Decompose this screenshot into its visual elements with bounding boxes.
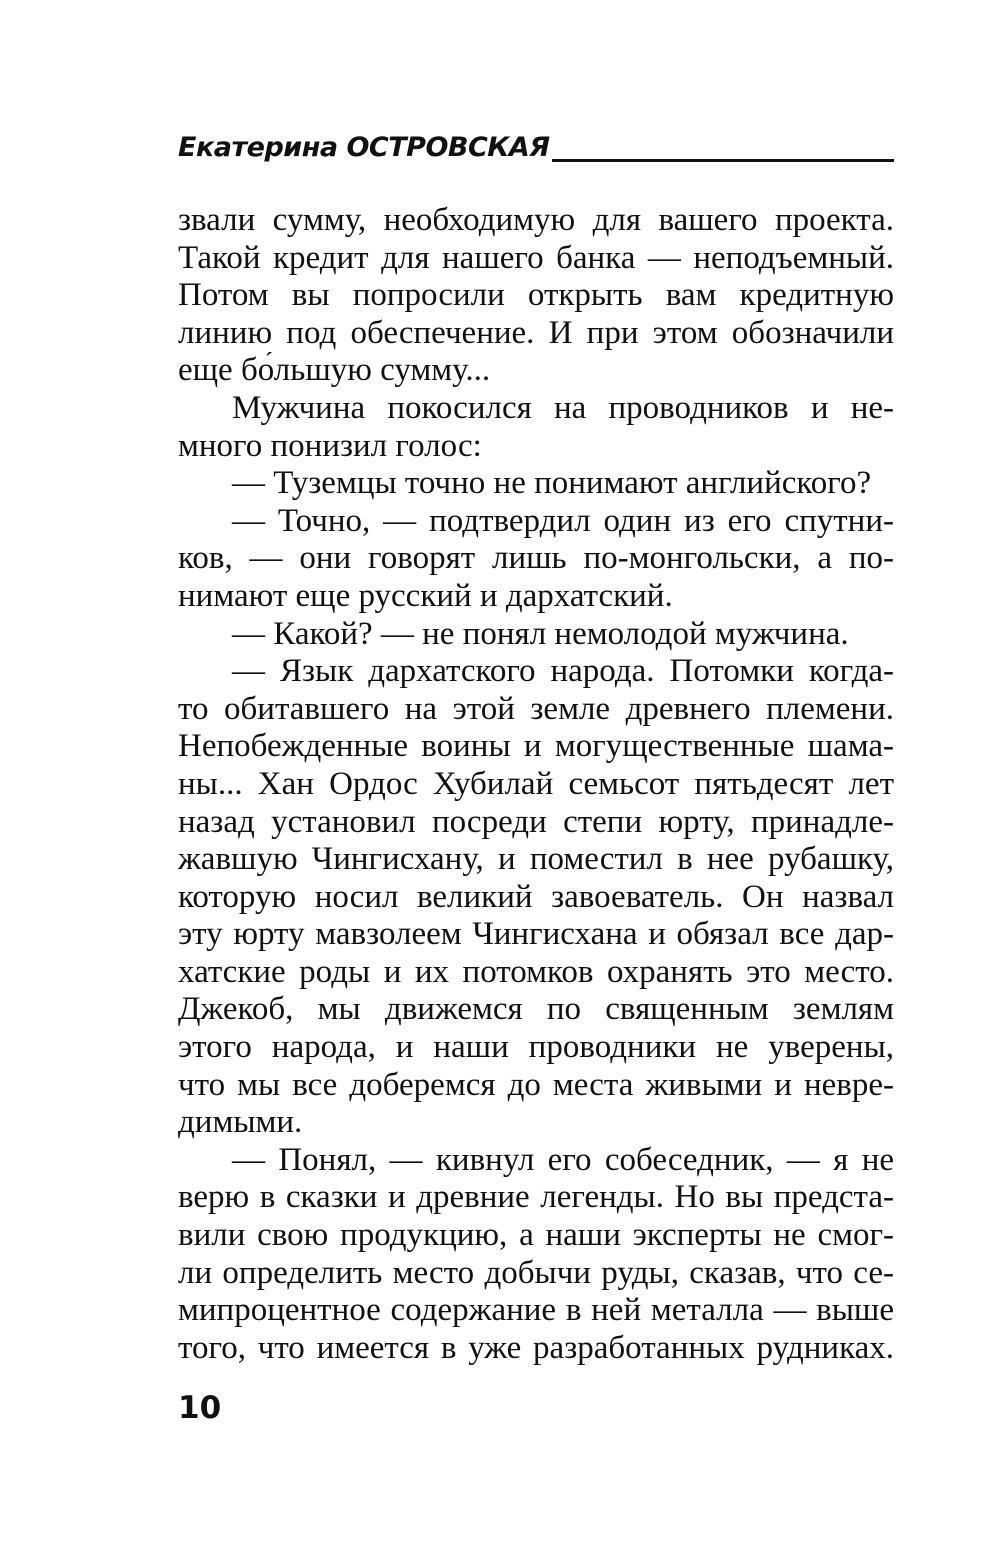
text-line: ли определить место добычи руды, сказав, что се- [178, 1254, 894, 1291]
text-line: ков, — они говорят лишь по-монгольски, а по- [178, 540, 894, 577]
text-line: верю в сказки и древние легенды. Но вы предста- [178, 1179, 894, 1216]
text-line: Мужчина покосился на проводников и не- [232, 389, 894, 426]
text-line: жавшую Чингисхану, и поместил в нее рубашку, [178, 841, 894, 878]
author-name: Екатерина ОСТРОВСКАЯ [178, 132, 550, 163]
text-line: этого народа, и наши проводники не уверены, [178, 1029, 894, 1066]
text-line: много понизил голос: [178, 427, 482, 464]
text-line: ны... Хан Ордос Хубилай семьсот пятьдесят лет [178, 765, 894, 802]
text-line: эту юрту мавзолеем Чингисхана и обязал все дар- [178, 916, 894, 953]
text-line: Джекоб, мы движемся по священным землям [178, 991, 894, 1028]
text-line: звали сумму, необходимую для вашего проекта. [178, 202, 894, 238]
text-line: — Понял, — кивнул его собеседник, — я не [232, 1141, 894, 1178]
text-line: нимают еще русский и дархатский. [178, 577, 673, 614]
text-line: димыми. [178, 1104, 303, 1141]
text-line: линию под обеспечение. И при этом обозначили [178, 314, 894, 351]
text-line: еще бо́льшую сумму... [178, 352, 491, 389]
text-line: — Какой? — не понял немолодой мужчина. [232, 615, 849, 652]
text-line: — Язык дархатского народа. Потомки когда- [232, 653, 894, 690]
text-line: мипроцентное содержание в ней металла — выше [178, 1292, 894, 1329]
text-line: — Туземцы точно не понимают английского? [232, 465, 872, 502]
text-line: то обитавшего на этой земле древнего племени. [178, 690, 894, 727]
text-line: Такой кредит для нашего банка — неподъемный. [178, 239, 894, 276]
text-line: — Точно, — подтвердил один из его спутни- [232, 502, 894, 539]
text-line: того, что имеется в уже разработанных рудниках. [178, 1329, 894, 1366]
header-rule [552, 159, 894, 162]
body-text [178, 202, 894, 1367]
text-line: вили свою продукцию, а наши эксперты не смог- [178, 1217, 894, 1254]
page-number: 10 [178, 1390, 222, 1426]
text-line: что мы все доберемся до места живыми и невре- [178, 1066, 894, 1103]
text-line: назад установил посреди степи юрту, принадле- [178, 803, 894, 840]
text-line: Потом вы попросили открыть вам кредитную [178, 277, 894, 314]
text-line: которую носил великий завоеватель. Он назвал [178, 878, 894, 915]
text-line: Непобежденные воины и могущественные шама- [178, 728, 894, 765]
text-line: хатские роды и их потомков охранять это место. [178, 953, 894, 990]
running-header [178, 128, 894, 168]
